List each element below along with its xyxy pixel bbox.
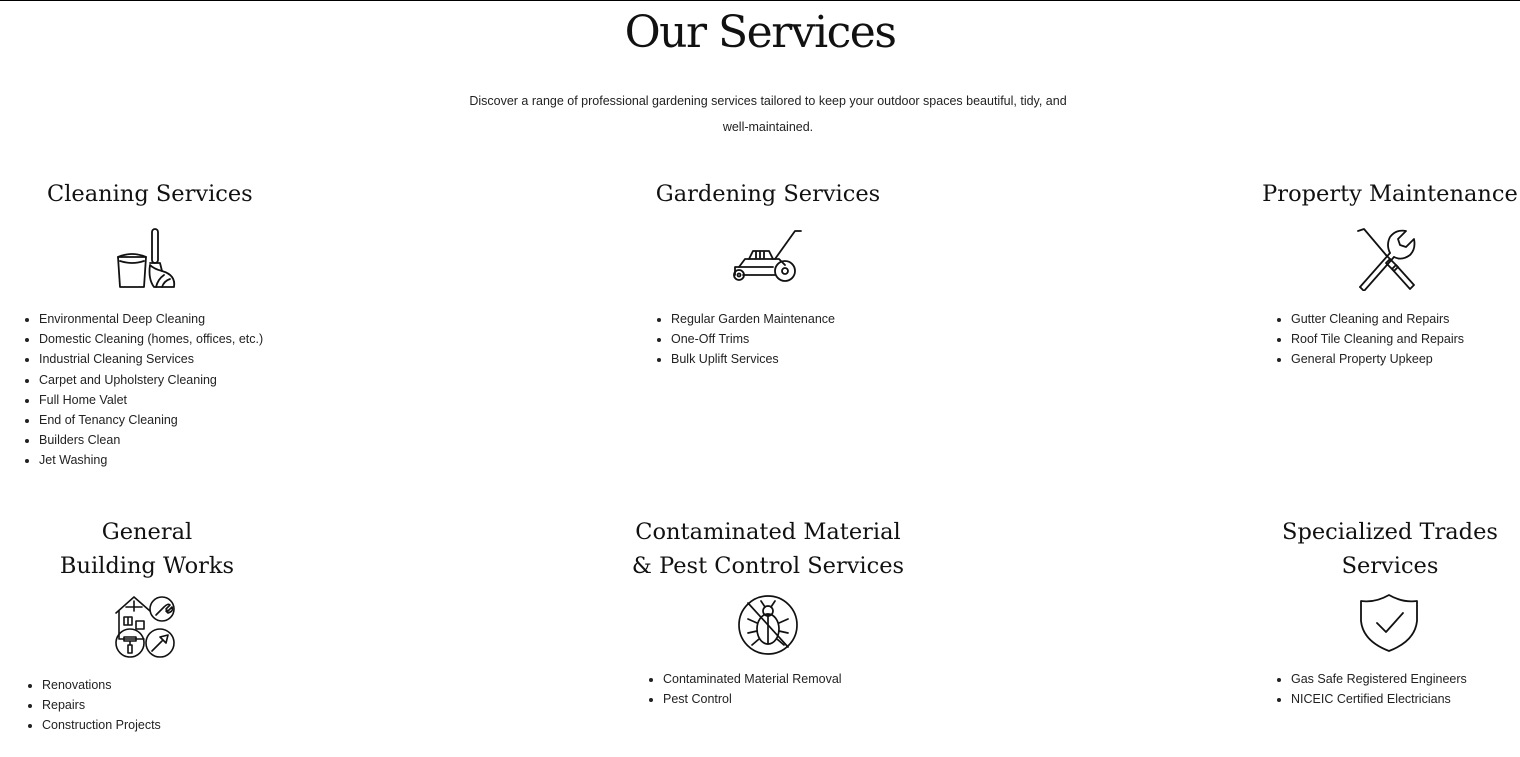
service-items bbox=[653, 309, 835, 370]
service-items bbox=[1273, 309, 1464, 370]
list-item: • Regular Garden Maintenance bbox=[671, 309, 835, 329]
list-item: • Gas Safe Registered Engineers bbox=[1291, 669, 1467, 689]
service-title: Property Maintenance bbox=[1262, 181, 1518, 207]
list-item: • Gutter Cleaning and Repairs bbox=[1291, 309, 1464, 329]
subtitle-line-2: well-maintained. bbox=[722, 120, 814, 134]
service-items bbox=[1273, 669, 1467, 709]
page-title: Our Services bbox=[624, 7, 896, 58]
list-item: • Bulk Uplift Services bbox=[671, 349, 835, 369]
lawn-mower-icon bbox=[731, 225, 795, 289]
list-item: • Full Home Valet bbox=[39, 390, 263, 410]
service-items bbox=[24, 675, 161, 736]
no-bug-icon bbox=[736, 593, 800, 657]
service-title: Contaminated Material & Pest Control Services bbox=[631, 519, 905, 579]
shield-check-icon bbox=[1357, 591, 1421, 655]
list-item: • Construction Projects bbox=[42, 715, 161, 735]
list-item: • End of Tenancy Cleaning bbox=[39, 410, 263, 430]
subtitle-line-1: Discover a range of professional gardening services tailored to keep your outdoor spaces beautiful, tidy, and bbox=[469, 94, 1067, 108]
list-item: • Contaminated Material Removal bbox=[663, 669, 842, 689]
list-item: • Builders Clean bbox=[39, 430, 263, 450]
service-title: Specialized Trades Services bbox=[1282, 519, 1498, 579]
list-item: • Carpet and Upholstery Cleaning bbox=[39, 370, 263, 390]
list-item: • Renovations bbox=[42, 675, 161, 695]
list-item: • One-Off Trims bbox=[671, 329, 835, 349]
list-item: • Industrial Cleaning Services bbox=[39, 349, 263, 369]
service-items bbox=[21, 309, 263, 471]
list-item: • Domestic Cleaning (homes, offices, etc.) bbox=[39, 329, 263, 349]
page-subtitle bbox=[440, 88, 1096, 140]
list-item: • NICEIC Certified Electricians bbox=[1291, 689, 1467, 709]
list-item: • General Property Upkeep bbox=[1291, 349, 1464, 369]
building-tools-icon bbox=[114, 595, 178, 659]
list-item: • Environmental Deep Cleaning bbox=[39, 309, 263, 329]
service-title: General Building Works bbox=[59, 519, 235, 579]
list-item: • Jet Washing bbox=[39, 450, 263, 470]
list-item: • Repairs bbox=[42, 695, 161, 715]
service-items bbox=[645, 669, 842, 709]
list-item: • Roof Tile Cleaning and Repairs bbox=[1291, 329, 1464, 349]
bucket-mop-icon bbox=[114, 227, 178, 291]
screwdriver-wrench-icon bbox=[1356, 227, 1420, 291]
list-item: • Pest Control bbox=[663, 689, 842, 709]
service-title: Gardening Services bbox=[655, 181, 881, 207]
service-title: Cleaning Services bbox=[47, 181, 253, 207]
